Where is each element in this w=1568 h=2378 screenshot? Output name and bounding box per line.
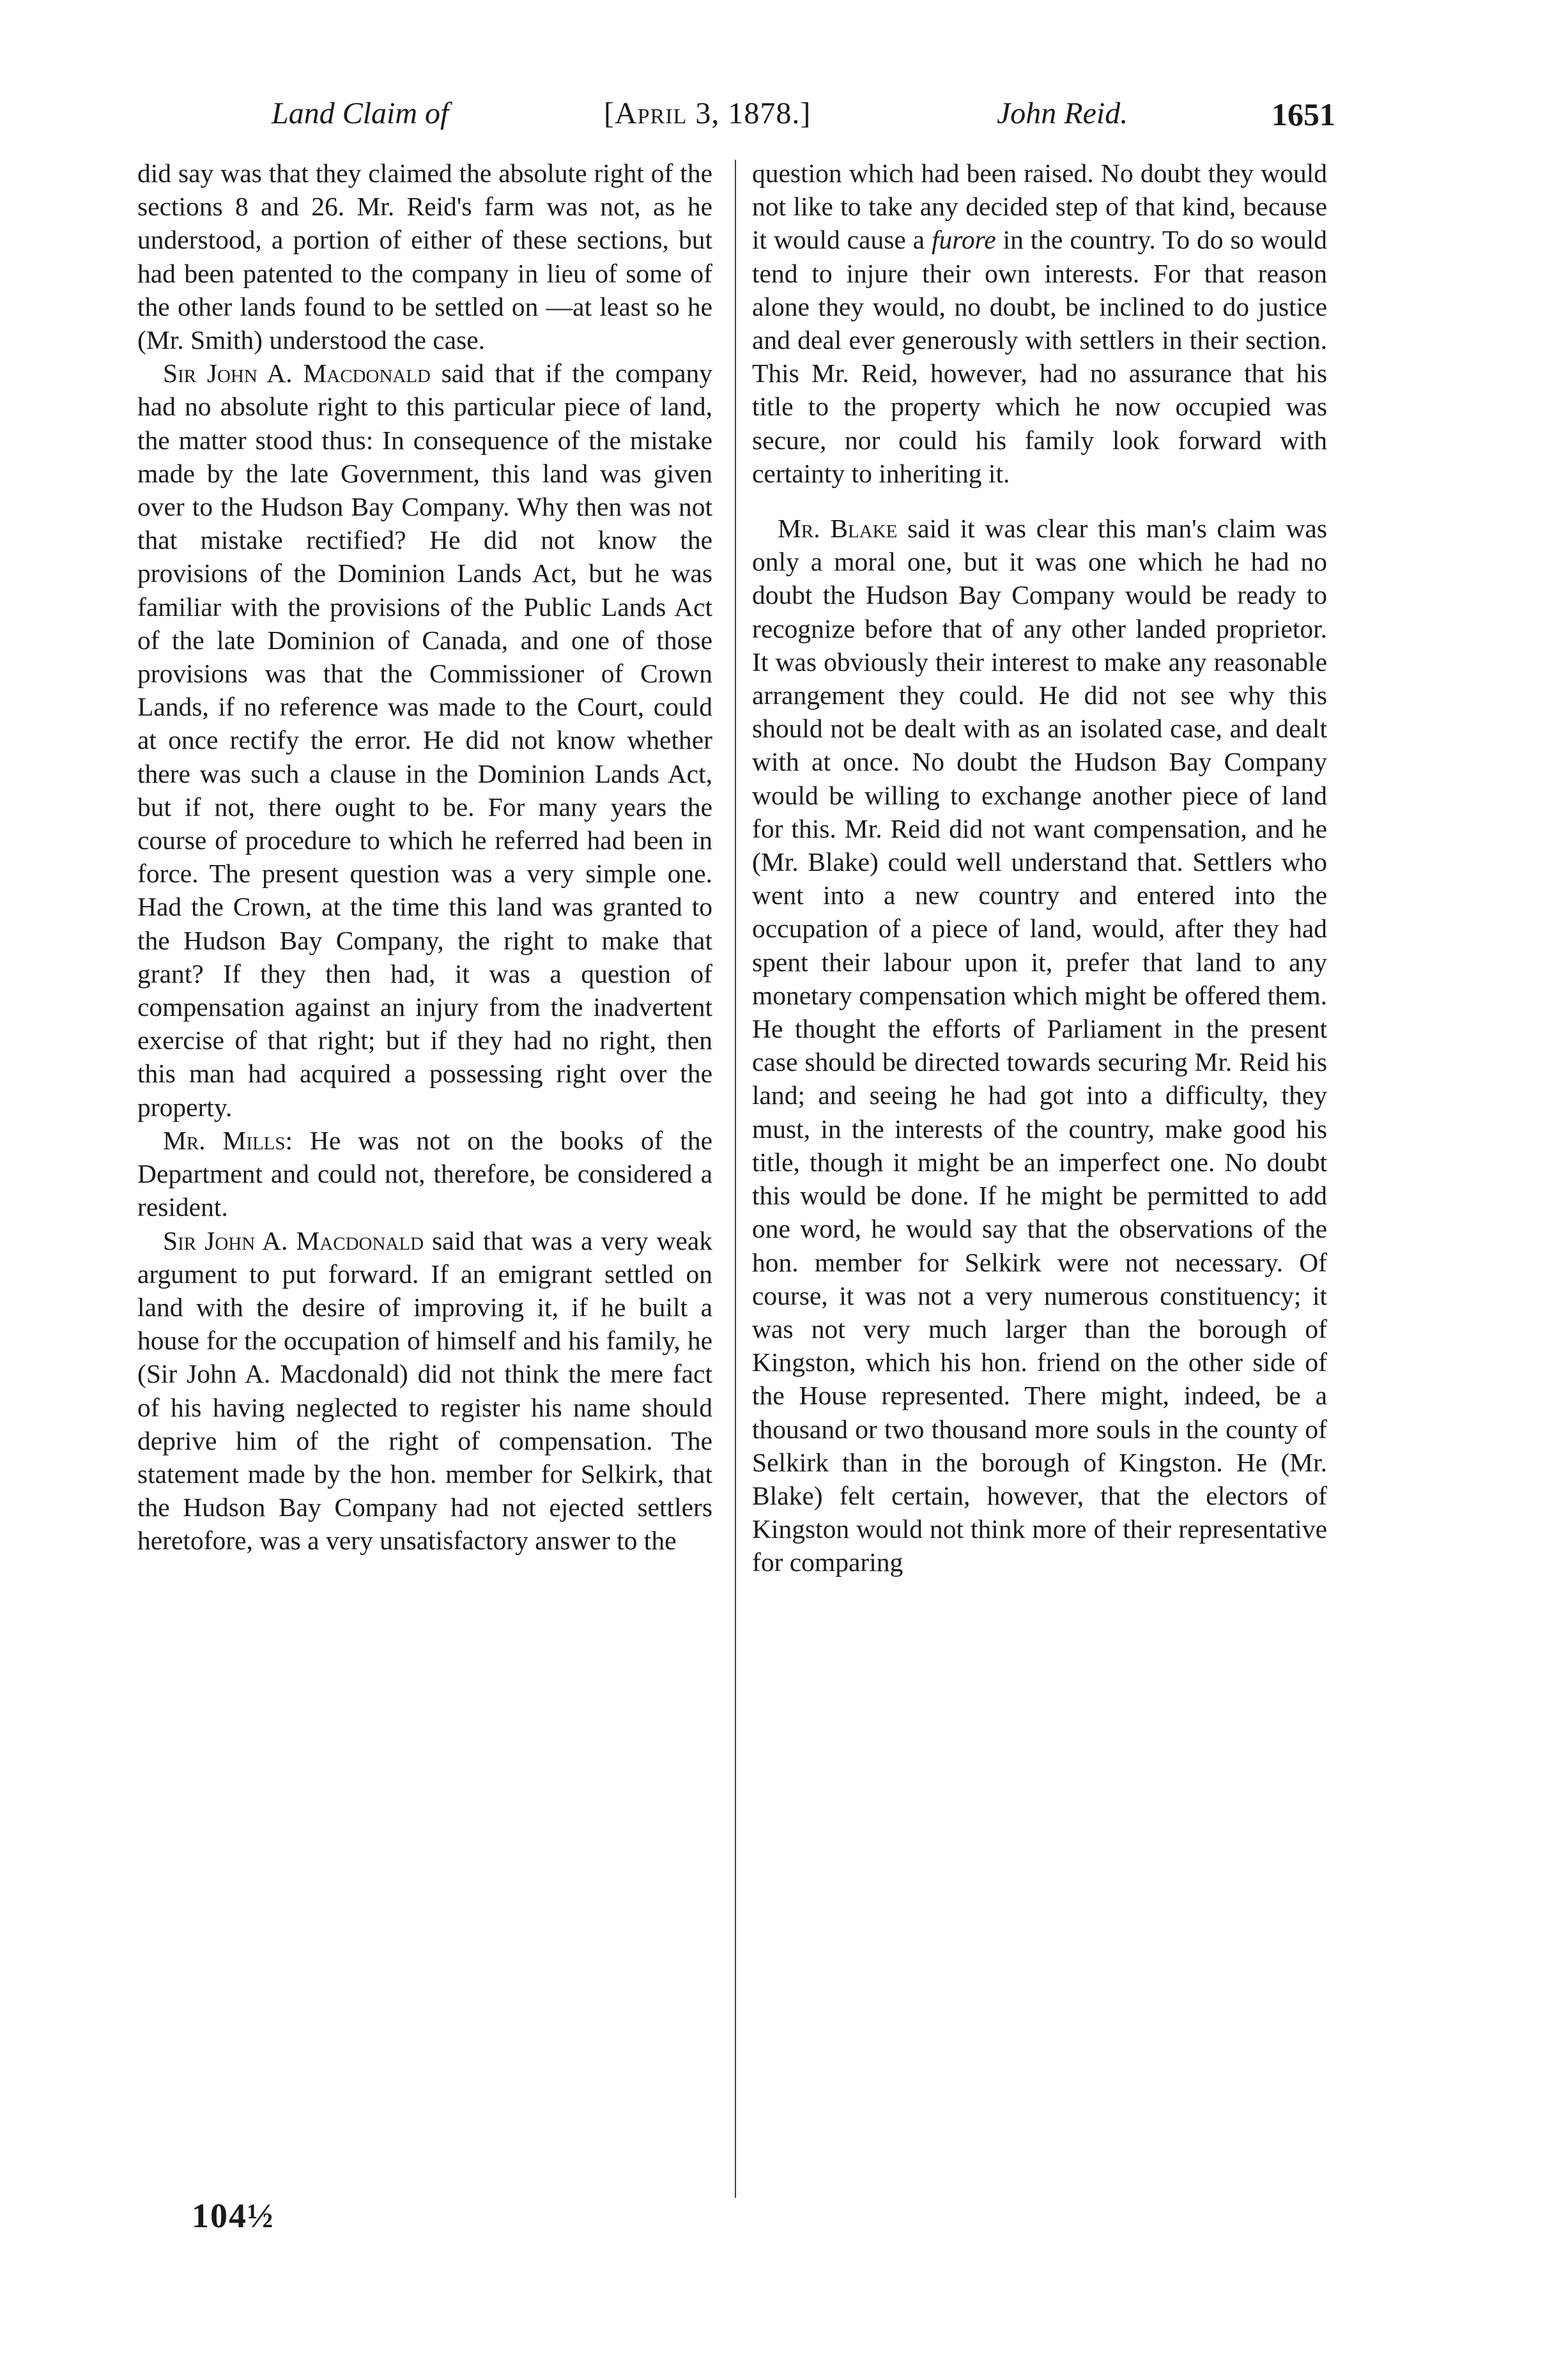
running-title-right: John Reid. (997, 96, 1128, 130)
paragraph (137, 1124, 712, 1224)
paragraph-gap (752, 490, 1327, 512)
left-column (137, 157, 712, 1558)
paragraph (137, 357, 712, 1124)
paragraph (137, 1224, 712, 1558)
speaker-name: Mr. Mills (163, 1125, 286, 1155)
date-text: [April 3, 1878.] (604, 96, 811, 130)
page-header (0, 96, 1568, 134)
running-date (604, 96, 811, 131)
paragraph-text: in the country. To do so would tend to injure their own interests. For that reason alone they would, no doubt, be inclined to do justice and deal ever generously with settlers in their section. This Mr. Reid, however, had no assurance that his title to the property which he now occupied was secure, nor could his family look forward with certainty to inheriting it. (752, 225, 1327, 488)
paragraph-text: said that was a very weak argument to put forward. If an emigrant settled on land with the desire of improving it, if he built a house for the occupation of himself and his family, he (Sir John A. Macdonald) did not think the mere fact of his having neglected to register his name should deprive him of the right of compensation. The statement made by the hon. member for Selkirk, that the Hudson Bay Company had not ejected settlers heretofore, was a very unsatisfactory answer to the (137, 1225, 712, 1556)
column-divider (735, 160, 736, 2198)
paragraph (752, 157, 1327, 490)
paragraph-text: did say was that they claimed the absolute right of the sections 8 and 26. Mr. Reid's farm was not, as he understood, a portion of either of these sections, but had been patented to the company in lieu of some of the other lands found to be settled on —at least so he (Mr. Smith) understood the case. (137, 158, 712, 355)
speaker-name: Sir John A. Macdonald (163, 1225, 424, 1255)
paragraph-text: said it was clear this man's claim was only a moral one, but it was one which he had no doubt the Hudson Bay Company would be ready to recognize before that of any other landed proprietor. It was obviously their interest to make any reasonable arrangement they could. He did not see why this should not be dealt with as an isolated case, and dealt with at once. No doubt the Hudson Bay Company would be willing to exchange another piece of land for this. Mr. Reid did not want compensation, and he (Mr. Blake) could well understand that. Settlers who went into a new country and entered into the occupation of a piece of land, would, after they had spent their labour upon it, prefer that land to any monetary compensation which might be offered them. He thought the efforts of Parliament in the present case should be directed towards securing Mr. Reid his land; and seeing he had got into a difficulty, they must, in the interests of the country, make good his title, though it might be an imperfect one. No doubt this would be done. If he might be permitted to add one word, he would say that the observations of the hon. member for Selkirk were not necessary. Of course, it was not a very numerous constituency; it was not very much larger than the borough of Kingston, which his hon. friend on the other side of the House represented. There might, indeed, be a thousand or two thousand more souls in the county of Selkirk than in the borough of Kingston. He (Mr. Blake) felt certain, however, that the electors of Kingston would not think more of their representative for comparing (752, 514, 1327, 1577)
speaker-name: Mr. Blake (778, 514, 898, 544)
paragraph-text: said that if the company had no absolute right to this particular piece of land, the matter stood thus: In consequence of the mistake made by the late Government, this land was given over to the Hudson Bay Company. Why then was not that mistake rectified? He did not know the provisions of the Dominion Lands Act, but he was familiar with the provisions of the Public Lands Act of the late Dominion of Canada, and one of those provisions was that the Commissioner of Crown Lands, if no reference was made to the Court, could at once rectify the error. He did not know whether there was such a clause in the Dominion Lands Act, but if not, there ought to be. For many years the course of procedure to which he referred had been in force. The present question was a very simple one. Had the Crown, at the time this land was granted to the Hudson Bay Company, the right to make that grant? If they then had, it was a question of compensation against an injury from the inadvertent exercise of that right; but if they had no right, then this man had acquired a possessing right over the property. (137, 358, 713, 1122)
paragraph (137, 157, 712, 357)
speaker-name: Sir John A. Macdonald (163, 358, 431, 388)
signature-mark: 104½ (192, 2197, 275, 2235)
right-column (752, 157, 1327, 1579)
paragraph-text: question which had been raised. No doubt they would not like to take any decided step of that kind, because it would cause a (752, 158, 1327, 255)
paragraph-text: : He was not on the books of the Department and could not, therefore, be considered a resident. (137, 1125, 713, 1222)
running-title-left: Land Claim of (272, 96, 449, 130)
page-number: 1651 (1272, 96, 1335, 132)
paragraph (752, 512, 1327, 1579)
italic-word: furore (932, 225, 996, 255)
